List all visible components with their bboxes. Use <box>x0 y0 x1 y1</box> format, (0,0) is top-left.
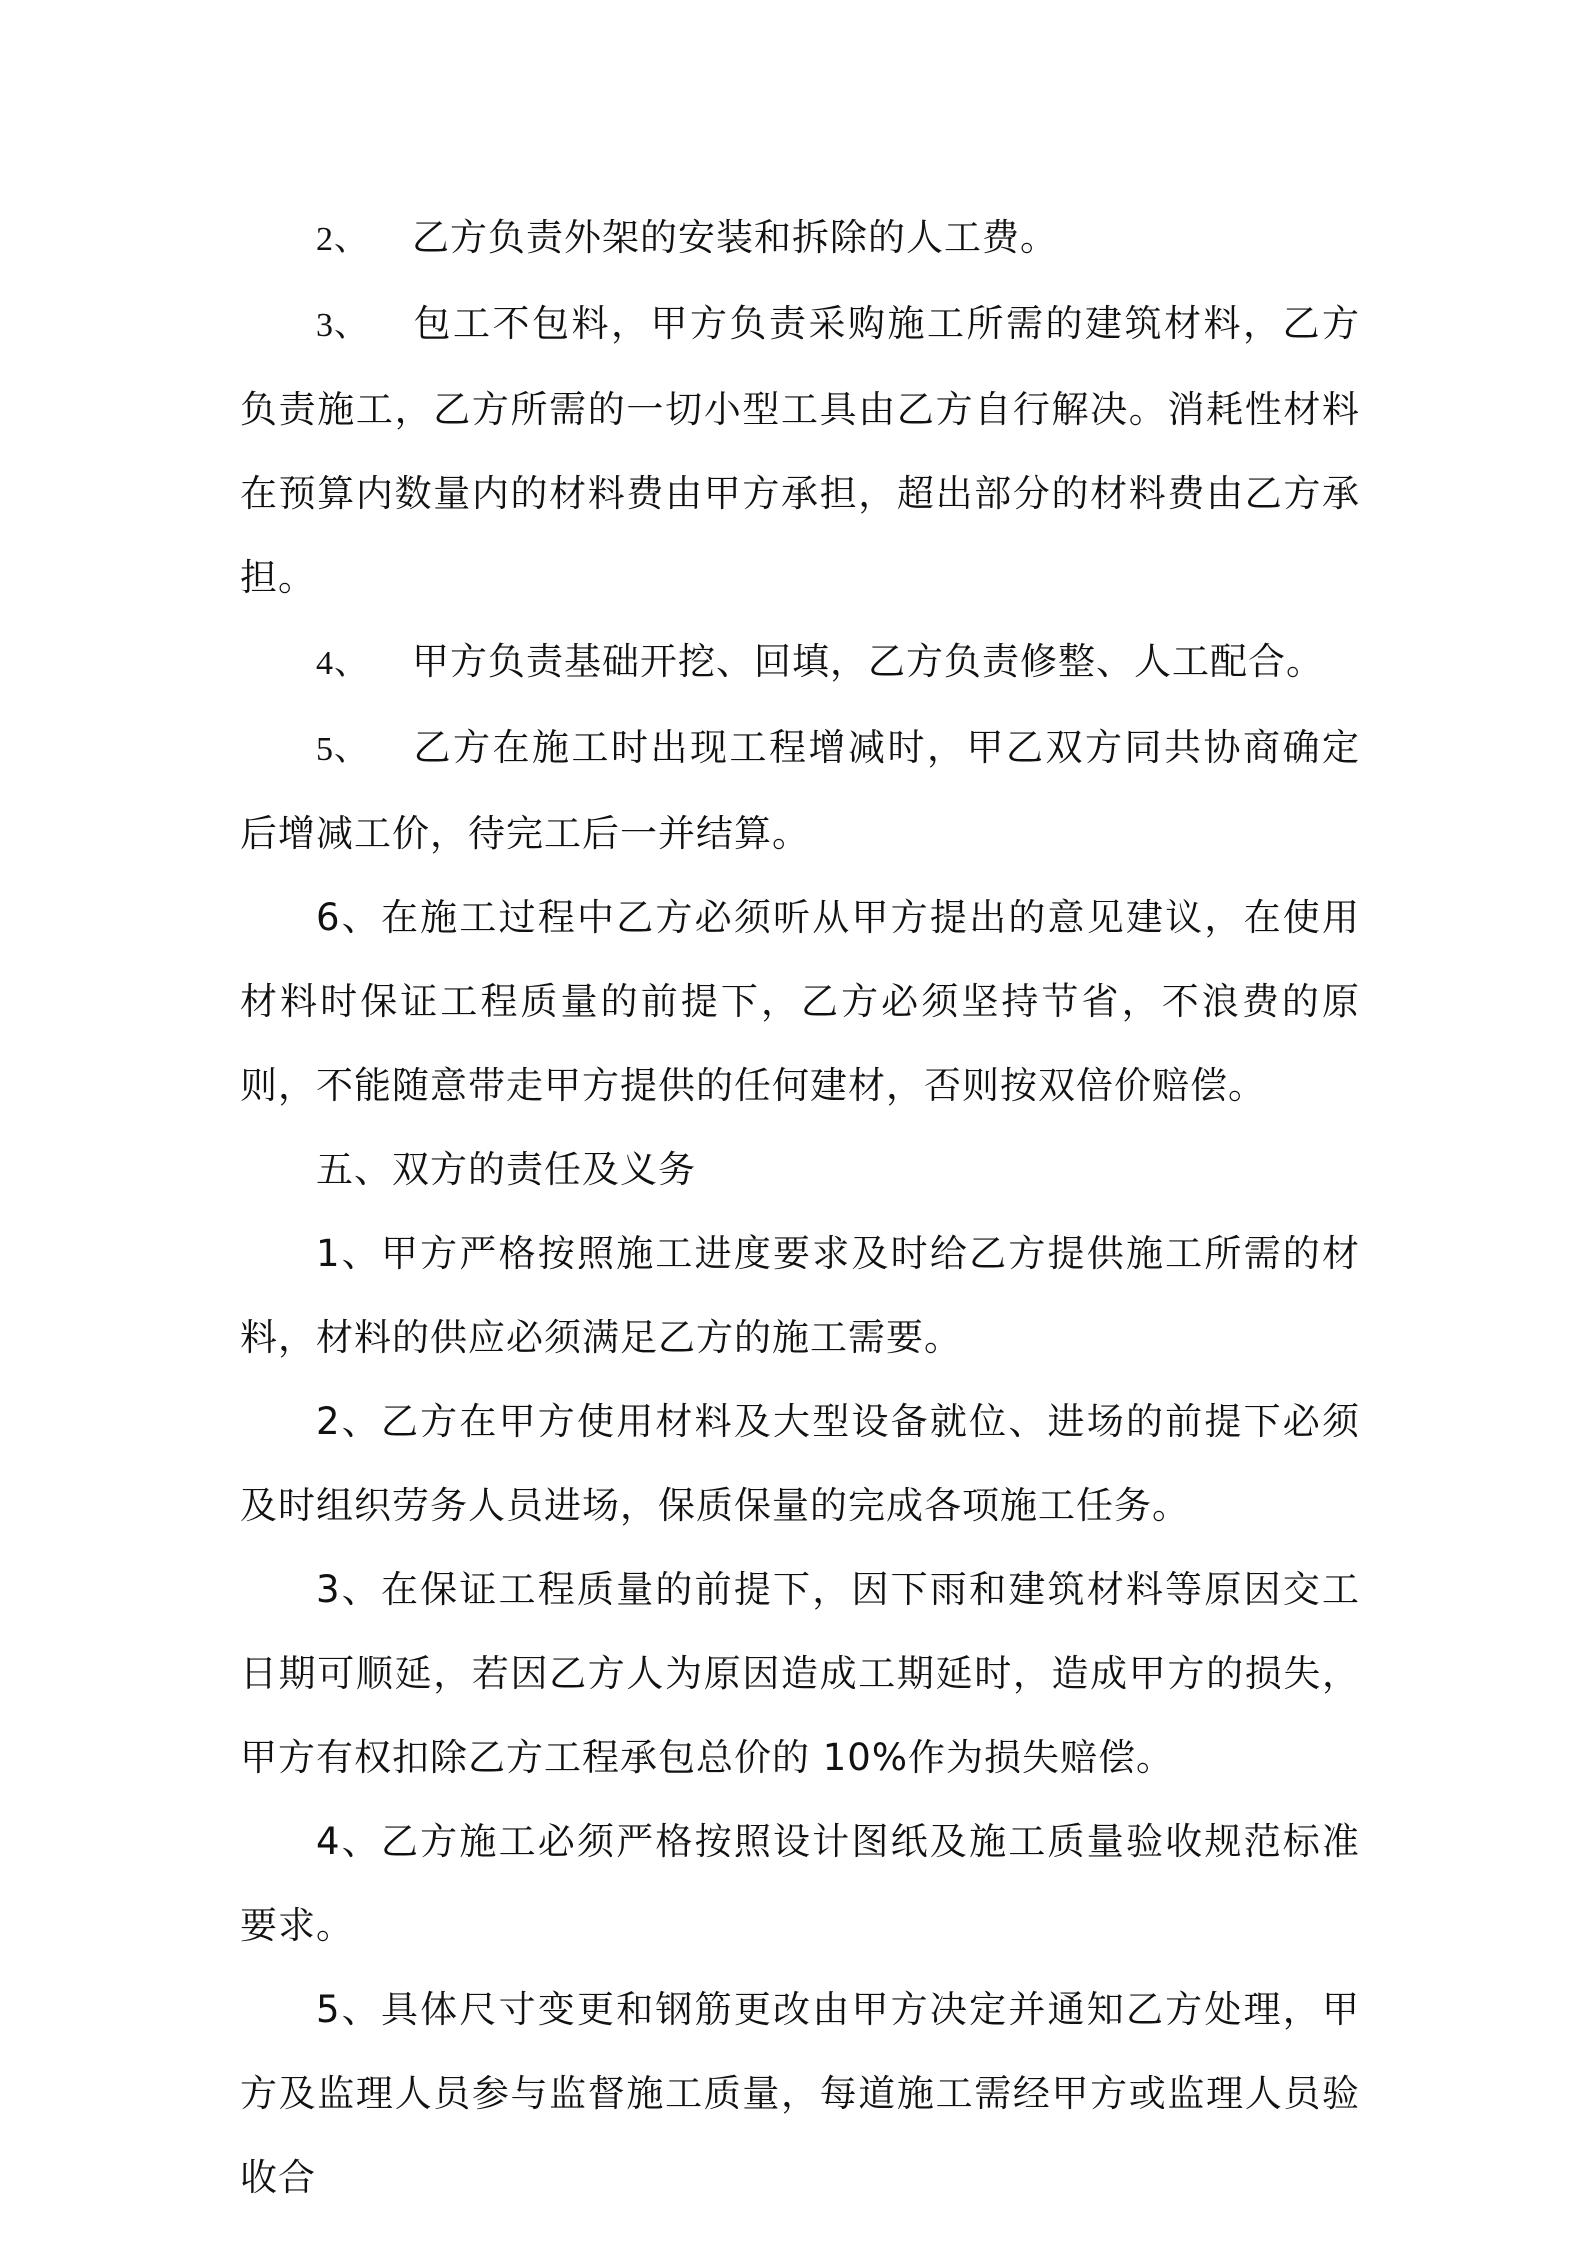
clause-text: 乙方在施工时出现工程增减时，甲乙双方同共协商确定后增减工价，待完工后一并结算。 <box>240 726 1360 855</box>
clause-a-2 <box>240 196 1360 282</box>
clause-b-4: 4、乙方施工必须严格按照设计图纸及施工质量验收规范标准要求。 <box>240 1820 1360 1947</box>
clause-text: 乙方负责外架的安装和拆除的人工费。 <box>412 216 1058 259</box>
clause-a-3 <box>240 282 1360 620</box>
clause-text: 包工不包料，甲方负责采购施工所需的建筑材料，乙方负责施工，乙方所需的一切小型工具由乙方自行解决。消耗性材料在预算内数量内的材料费由甲方承担，超出部分的材料费由乙方承担。 <box>240 302 1360 599</box>
clause-b-3: 3、在保证工程质量的前提下，因下雨和建筑材料等原因交工日期可顺延，若因乙方人为原因造成工期延时，造成甲方的损失，甲方有权扣除乙方工程承包总价的 10%作为损失赔偿。 <box>240 1568 1360 1779</box>
clause-number: 2、 <box>316 221 369 258</box>
clause-number: 5、 <box>316 731 369 768</box>
clause-number: 4、 <box>316 645 369 682</box>
clause-text: 甲方负责基础开挖、回填，乙方负责修整、人工配合。 <box>412 640 1324 683</box>
clause-a-4 <box>240 620 1360 706</box>
clause-b-5: 5、具体尺寸变更和钢筋更改由甲方决定并通知乙方处理，甲方及监理人员参与监督施工质量，每道施工需经甲方或监理人员验收合 <box>240 1988 1360 2199</box>
document-body <box>240 196 1360 2220</box>
clause-number: 3、 <box>316 307 369 344</box>
clause-b-1: 1、甲方严格按照施工进度要求及时给乙方提供施工所需的材料，材料的供应必须满足乙方的施工需要。 <box>240 1232 1360 1359</box>
section-heading: 五、双方的责任及义务 <box>316 1148 696 1191</box>
clause-a-6: 6、在施工过程中乙方必须听从甲方提出的意见建议，在使用材料时保证工程质量的前提下，乙方必须坚持节省，不浪费的原则，不能随意带走甲方提供的任何建材，否则按双倍价赔偿。 <box>240 896 1360 1107</box>
clause-b-2: 2、乙方在甲方使用材料及大型设备就位、进场的前提下必须及时组织劳务人员进场，保质保量的完成各项施工任务。 <box>240 1400 1360 1527</box>
clause-a-5 <box>240 706 1360 876</box>
